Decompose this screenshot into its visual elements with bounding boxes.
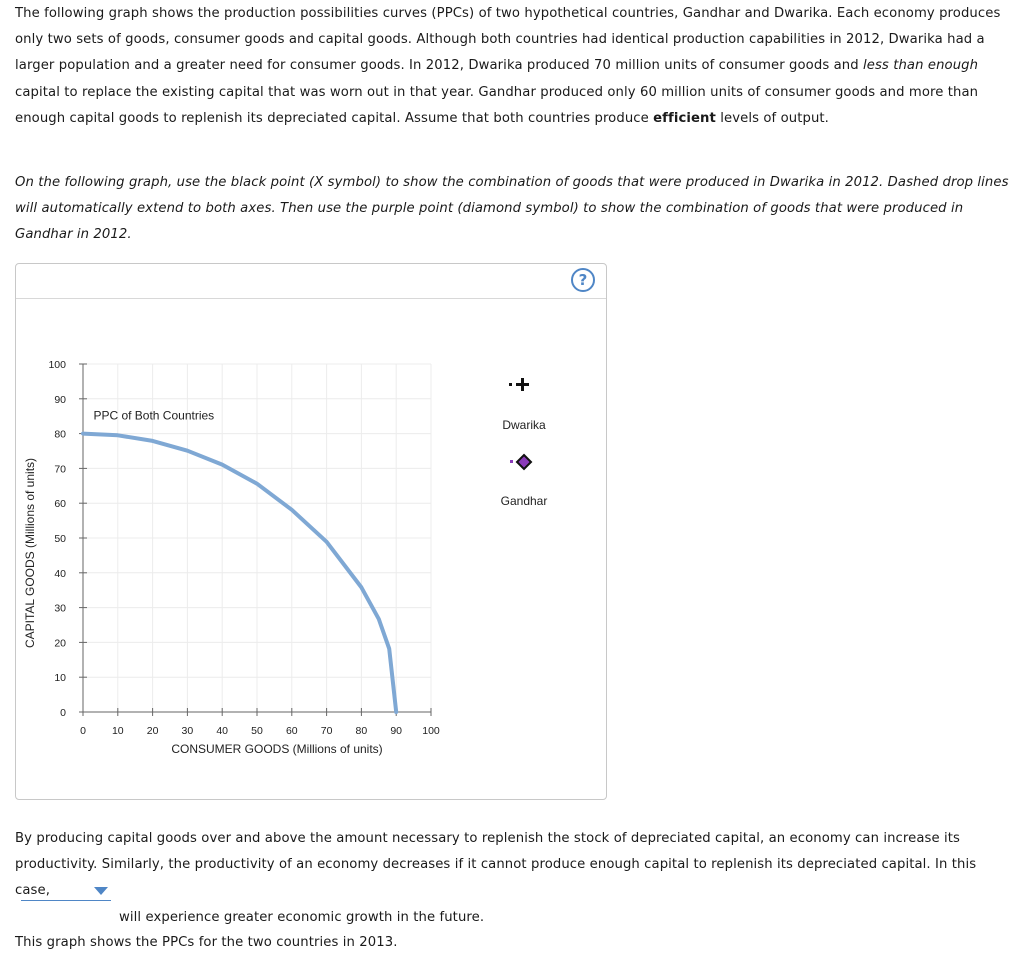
ppc-curve-label: PPC of Both Countries xyxy=(93,408,215,423)
x-tick-label: 40 xyxy=(216,725,229,737)
y-tick-label: 70 xyxy=(54,463,66,476)
y-tick-label: 100 xyxy=(48,359,66,371)
y-tick-label: 60 xyxy=(54,498,66,511)
chevron-down-icon xyxy=(94,887,108,895)
x-tick-label: 10 xyxy=(111,725,124,737)
conclusion-paragraph xyxy=(15,826,1013,931)
conclusion-text-2: will experience greater economic growth in the future. xyxy=(119,909,485,925)
x-tick-label: 100 xyxy=(422,725,440,737)
intro-text-1: The following graph shows the production possibilities curves (PPCs) of two hypothetical countries, Gandhar and Dwarika. Each economy produces only two sets of goods, consumer goods and capital goods. Although both countries had identical production capabilities in 2012, Dwarika had a larger population and a greater need for consumer goods. In 2012, Dwarika produced 70 million units of consumer goods and xyxy=(15,6,1001,74)
intro-bold-text: efficient xyxy=(653,110,716,126)
y-tick-label: 0 xyxy=(60,707,66,719)
graph-panel xyxy=(15,263,607,800)
gandhar-handle-icon xyxy=(510,460,513,463)
x-tick-label: 30 xyxy=(181,725,194,737)
x-tick-label: 70 xyxy=(320,725,333,737)
help-button[interactable]: ? xyxy=(571,268,595,292)
y-axis-label: CAPITAL GOODS (Millions of units) xyxy=(23,457,37,649)
dwarika-handle-icon xyxy=(509,383,512,386)
conclusion-text-1: By producing capital goods over and above the amount necessary to replenish the stock of depreciated capital, an economy can increase its productivity. Similarly, the productivity of an economy decreases if it cannot produce enough capital to replenish its depreciated capital. In this case, xyxy=(15,831,977,899)
ppc-chart[interactable] xyxy=(16,264,606,799)
x-tick-label: 60 xyxy=(285,725,298,737)
x-tick-label: 90 xyxy=(390,725,403,737)
intro-text-2: capital to replace the existing capital that was worn out in that year. Gandhar produced only 60 million units of consumer goods and more than enough capital goods to replenish its depreciated capital. Assume that both countries produce xyxy=(15,84,979,126)
gandhar-label: Gandhar xyxy=(500,494,548,508)
x-tick-label: 0 xyxy=(80,725,86,737)
y-tick-label: 90 xyxy=(54,393,66,406)
intro-italic-text: less than enough xyxy=(862,58,979,74)
x-tick-label: 50 xyxy=(251,725,263,737)
x-axis-label: CONSUMER GOODS (Millions of units) xyxy=(171,742,383,756)
y-tick-label: 80 xyxy=(54,428,66,441)
y-tick-label: 10 xyxy=(54,672,66,685)
intro-paragraph xyxy=(15,1,1013,132)
instructions-paragraph: On the following graph, use the black point (X symbol) to show the combination of goods that were produced in Dwarika in 2012. Dashed drop lines will automatically extend to both axes. Then use the purple point (diamond symbol) to show the combination of goods that were produced in Gandhar in 2012. xyxy=(15,175,1009,243)
y-tick-label: 40 xyxy=(54,567,66,580)
dwarika-label: Dwarika xyxy=(502,418,546,432)
next-graph-caption: This graph shows the PPCs for the two countries in 2013. xyxy=(15,935,398,950)
y-tick-label: 20 xyxy=(54,637,66,650)
cross-icon xyxy=(516,378,529,391)
country-select-dropdown[interactable] xyxy=(21,881,111,901)
x-tick-label: 80 xyxy=(355,725,368,737)
y-tick-label: 50 xyxy=(54,533,66,545)
diamond-icon xyxy=(517,455,531,469)
x-tick-label: 20 xyxy=(146,725,159,737)
dwarika-point-tool[interactable] xyxy=(502,378,546,432)
gandhar-point-tool[interactable] xyxy=(501,455,548,508)
y-tick-label: 30 xyxy=(54,602,66,615)
intro-text-3: levels of output. xyxy=(715,110,829,126)
